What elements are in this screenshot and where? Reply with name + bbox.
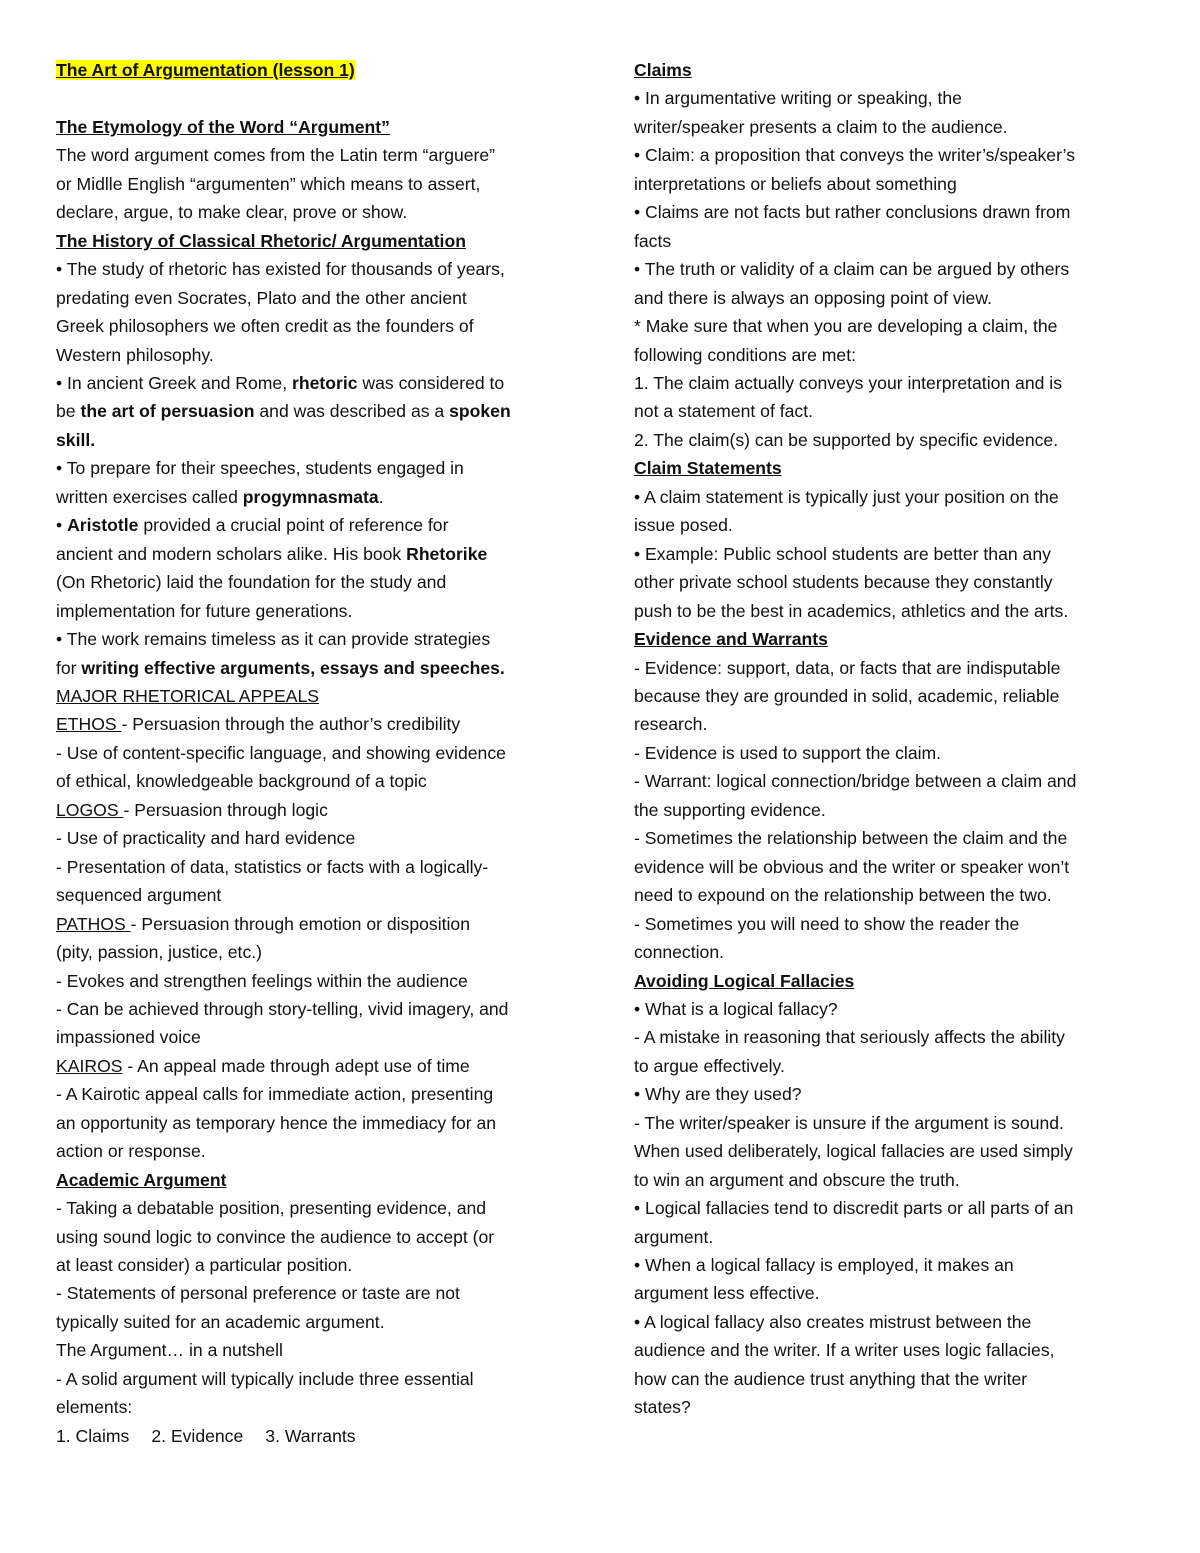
appeals-heading: MAJOR RHETORICAL APPEALS	[56, 685, 320, 706]
fallacies-line: - The writer/speaker is unsure if the argument is sound.	[634, 1112, 1064, 1133]
claims-heading: Claims	[634, 60, 692, 80]
history-line: Greek philosophers we often credit as the founders of	[56, 316, 474, 337]
history-line: skill.	[56, 429, 96, 450]
evidence-line: - Sometimes the relationship between the claim and the	[634, 828, 1068, 849]
academic-line: - A solid argument will typically include three essential	[56, 1368, 474, 1389]
fallacies-line: argument less effective.	[634, 1283, 820, 1304]
history-line: • In ancient Greek and Rome, rhetoric was considered to	[56, 372, 505, 393]
fallacies-line: • When a logical fallacy is employed, it makes an	[634, 1255, 1014, 1276]
history-line: implementation for future generations.	[56, 600, 353, 621]
history-line: ancient and modern scholars alike. His book Rhetorike	[56, 543, 488, 564]
history-line: • The study of rhetoric has existed for thousands of years,	[56, 259, 505, 280]
claims-line: and there is always an opposing point of view.	[634, 287, 992, 308]
etymology-line: or Midlle English “argumenten” which means to assert,	[56, 173, 481, 194]
claims-line: • Claims are not facts but rather conclusions drawn from	[634, 202, 1071, 223]
pathos-definition: PATHOS - Persuasion through emotion or disposition	[56, 913, 470, 934]
logos-line: sequenced argument	[56, 885, 222, 906]
fallacies-line: - A mistake in reasoning that seriously affects the ability	[634, 1027, 1065, 1048]
history-line: • To prepare for their speeches, students engaged in	[56, 458, 464, 479]
evidence-line: - Sometimes you will need to show the reader the	[634, 913, 1020, 934]
claims-line: facts	[634, 230, 672, 251]
claims-line: following conditions are met:	[634, 344, 856, 365]
evidence-line: evidence will be obvious and the writer or speaker won’t	[634, 856, 1070, 877]
history-line: be the art of persuasion and was described as a spoken	[56, 401, 511, 422]
evidence-line: - Evidence: support, data, or facts that are indisputable	[634, 657, 1061, 678]
claims-line: • In argumentative writing or speaking, the	[634, 88, 962, 109]
logos-term: LOGOS	[56, 799, 124, 820]
ethos-definition: ETHOS - Persuasion through the author’s credibility	[56, 714, 461, 735]
academic-heading: Academic Argument	[56, 1169, 227, 1190]
logos-line: - Use of practicality and hard evidence	[56, 828, 356, 849]
fallacies-line: audience and the writer. If a writer uses logic fallacies,	[634, 1340, 1055, 1361]
fallacies-line: • What is a logical fallacy?	[634, 998, 838, 1019]
evidence-line: - Evidence is used to support the claim.	[634, 742, 942, 763]
fallacies-line: When used deliberately, logical fallacies are used simply	[634, 1141, 1073, 1162]
academic-line: The Argument… in a nutshell	[56, 1340, 283, 1361]
fallacies-line: to win an argument and obscure the truth.	[634, 1169, 960, 1190]
academic-line: at least consider) a particular position.	[56, 1255, 353, 1276]
fallacies-line: • Why are they used?	[634, 1084, 802, 1105]
history-line: written exercises called progymnasmata.	[56, 486, 384, 507]
claims-line: interpretations or beliefs about something	[634, 173, 957, 194]
claim-statements-line: • A claim statement is typically just your position on the	[634, 486, 1059, 507]
claims-line: • Claim: a proposition that conveys the writer’s/speaker’s	[634, 145, 1075, 166]
etymology-line: declare, argue, to make clear, prove or show.	[56, 202, 408, 223]
claims-line: 2. The claim(s) can be supported by specific evidence.	[634, 429, 1059, 450]
fallacies-line: • Logical fallacies tend to discredit parts or all parts of an	[634, 1198, 1074, 1219]
history-line: predating even Socrates, Plato and the other ancient	[56, 287, 467, 308]
kairos-line: action or response.	[56, 1141, 206, 1162]
pathos-line: (pity, passion, justice, etc.)	[56, 942, 262, 963]
claims-line: 1. The claim actually conveys your interpretation and is	[634, 372, 1063, 393]
kairos-definition: KAIROS - An appeal made through adept use of time	[56, 1055, 470, 1076]
ethos-line: of ethical, knowledgeable background of a topic	[56, 771, 427, 792]
history-heading: The History of Classical Rhetoric/ Argumentation	[56, 230, 466, 251]
history-line: (On Rhetoric) laid the foundation for the study and	[56, 572, 447, 593]
evidence-heading: Evidence and Warrants	[634, 629, 828, 650]
etymology-heading: The Etymology of the Word “Argument”	[56, 116, 390, 137]
evidence-line: the supporting evidence.	[634, 799, 826, 820]
right-column	[634, 56, 1154, 1422]
claim-statements-line: other private school students because they constantly	[634, 572, 1053, 593]
ethos-term: ETHOS	[56, 714, 122, 735]
fallacies-line: to argue effectively.	[634, 1055, 785, 1076]
academic-line: elements:	[56, 1397, 133, 1418]
evidence-line: research.	[634, 714, 708, 735]
claim-statements-heading: Claim Statements	[634, 458, 782, 479]
claim-statements-line: • Example: Public school students are better than any	[634, 543, 1051, 564]
pathos-line: - Evokes and strengthen feelings within the audience	[56, 970, 468, 991]
pathos-term: PATHOS	[56, 913, 131, 934]
academic-line: - Statements of personal preference or taste are not	[56, 1283, 460, 1304]
kairos-line: - A Kairotic appeal calls for immediate action, presenting	[56, 1084, 494, 1105]
pathos-line: - Can be achieved through story-telling, vivid imagery, and	[56, 998, 509, 1019]
pathos-line: impassioned voice	[56, 1027, 201, 1048]
academic-line: using sound logic to convince the audience to accept (or	[56, 1226, 495, 1247]
claims-line: • The truth or validity of a claim can be argued by others	[634, 259, 1070, 280]
etymology-line: The word argument comes from the Latin term “arguere”	[56, 145, 496, 166]
evidence-line: need to expound on the relationship between the two.	[634, 885, 1052, 906]
logos-line: - Presentation of data, statistics or facts with a logically-	[56, 856, 489, 877]
element-evidence: 2. Evidence	[151, 1425, 244, 1446]
academic-line: - Taking a debatable position, presenting evidence, and	[56, 1198, 487, 1219]
claims-line: not a statement of fact.	[634, 401, 813, 422]
claims-line: * Make sure that when you are developing a claim, the	[634, 316, 1058, 337]
academic-line: typically suited for an academic argument.	[56, 1311, 385, 1332]
fallacies-line: argument.	[634, 1226, 714, 1247]
fallacies-line: how can the audience trust anything that the writer	[634, 1368, 1028, 1389]
left-column	[56, 56, 576, 1450]
history-line: • The work remains timeless as it can provide strategies	[56, 629, 491, 650]
ethos-line: - Use of content-specific language, and showing evidence	[56, 742, 506, 763]
kairos-line: an opportunity as temporary hence the immediacy for an	[56, 1112, 497, 1133]
claim-statements-line: push to be the best in academics, athletics and the arts.	[634, 600, 1069, 621]
argument-elements	[56, 1422, 576, 1450]
element-claims: 1. Claims	[56, 1425, 130, 1446]
history-line: Western philosophy.	[56, 344, 214, 365]
evidence-line: - Warrant: logical connection/bridge between a claim and	[634, 771, 1077, 792]
evidence-line: connection.	[634, 942, 724, 963]
fallacies-line: states?	[634, 1397, 691, 1418]
history-line: • Aristotle provided a crucial point of reference for	[56, 515, 449, 536]
kairos-term: KAIROS	[56, 1055, 123, 1076]
claims-line: writer/speaker presents a claim to the audience.	[634, 116, 1008, 137]
logos-definition: LOGOS - Persuasion through logic	[56, 799, 328, 820]
document-title: The Art of Argumentation (lesson 1)	[56, 60, 355, 80]
evidence-line: because they are grounded in solid, academic, reliable	[634, 685, 1060, 706]
history-line: for writing effective arguments, essays and speeches.	[56, 657, 505, 678]
claim-statements-line: issue posed.	[634, 515, 733, 536]
fallacies-heading: Avoiding Logical Fallacies	[634, 970, 855, 991]
element-warrants: 3. Warrants	[265, 1425, 356, 1446]
fallacies-line: • A logical fallacy also creates mistrust between the	[634, 1311, 1032, 1332]
